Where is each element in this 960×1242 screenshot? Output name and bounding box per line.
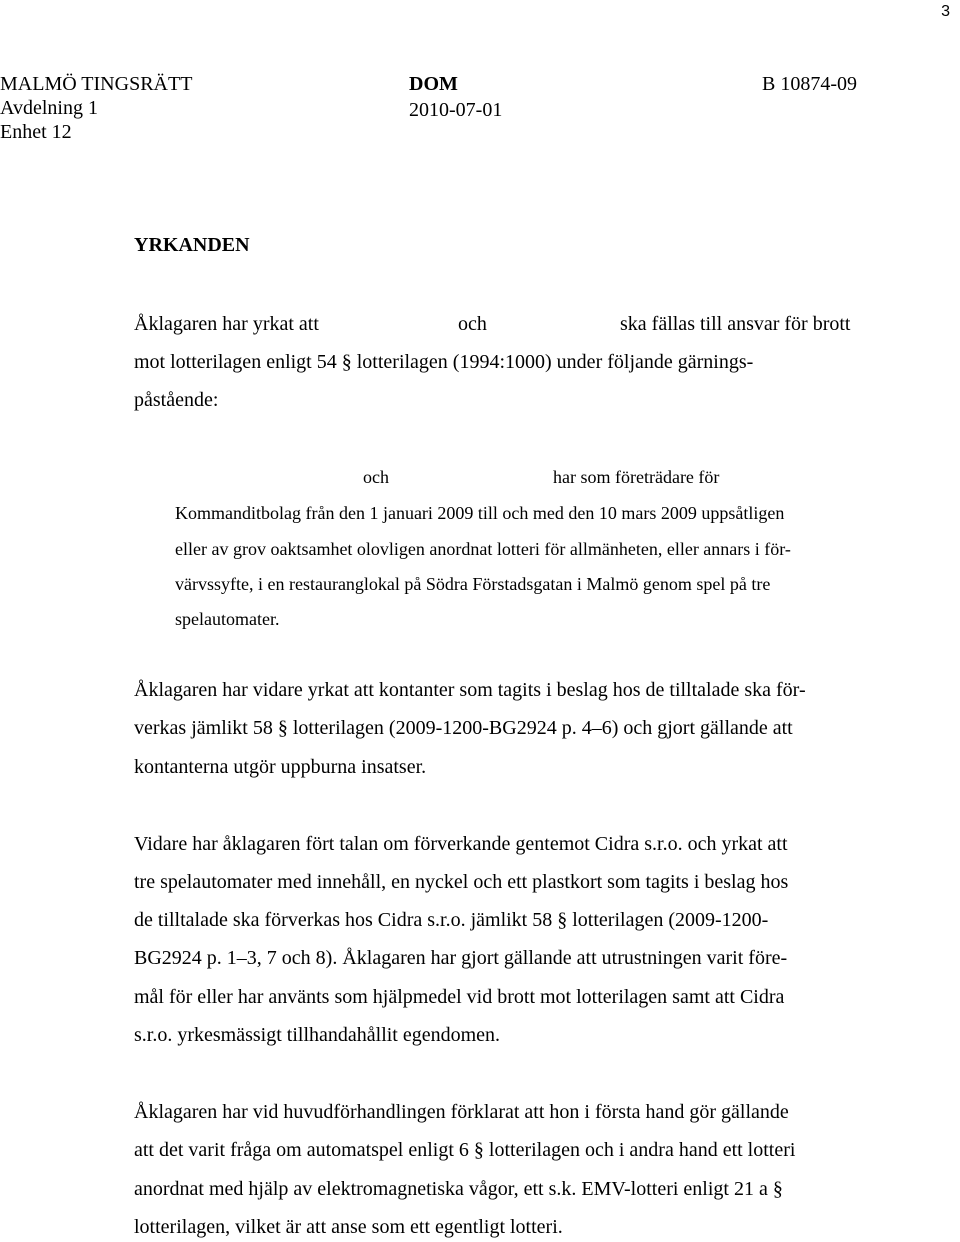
unit-label: Enhet 12 (0, 121, 72, 143)
text-line: ska fällas till ansvar för brott (620, 313, 851, 335)
text-line: Vidare har åklagaren fört talan om förverkande gentemot Cidra s.r.o. och yrkat att (134, 833, 788, 855)
section-heading: YRKANDEN (134, 234, 250, 256)
document-date: 2010-07-01 (409, 99, 503, 121)
text-line: verkas jämlikt 58 § lotterilagen (2009-1200-BG2924 p. 4–6) och gjort gällande att (134, 717, 793, 739)
document-type: DOM (409, 73, 458, 95)
text-line: att det varit fråga om automatspel enligt 6 § lotterilagen och i andra hand ett lotteri (134, 1139, 796, 1161)
text-line: kontanterna utgör uppburna insatser. (134, 756, 427, 778)
text-line: Åklagaren har vid huvudförhandlingen förklarat att hon i första hand gör gällande (134, 1101, 789, 1123)
case-number: B 10874-09 (762, 73, 857, 95)
text-line: och (458, 313, 487, 335)
text-line: s.r.o. yrkesmässigt tillhandahållit egendomen. (134, 1024, 501, 1046)
text-line: spelautomater. (175, 609, 280, 629)
text-line: lotterilagen, vilket är att anse som ett egentligt lotteri. (134, 1216, 563, 1238)
text-line: och (363, 467, 389, 487)
text-line: anordnat med hjälp av elektromagnetiska vågor, ett s.k. EMV-lotteri enligt 21 a § (134, 1178, 783, 1200)
text-line: värvssyfte, i en restauranglokal på Södra Förstadsgatan i Malmö genom spel på tre (175, 574, 771, 594)
text-line: Kommanditbolag från den 1 januari 2009 till och med den 10 mars 2009 uppsåtligen (175, 503, 785, 523)
text-line: påstående: (134, 389, 219, 411)
text-line: mål för eller har använts som hjälpmedel vid brott mot lotterilagen samt att Cidra (134, 986, 785, 1008)
text-line: Åklagaren har vidare yrkat att kontanter som tagits i beslag hos de tilltalade ska för- (134, 679, 806, 701)
text-line: tre spelautomater med innehåll, en nyckel och ett plastkort som tagits i beslag hos (134, 871, 789, 893)
text-line: de tilltalade ska förverkas hos Cidra s.r.o. jämlikt 58 § lotterilagen (2009-1200- (134, 909, 769, 931)
text-line: Åklagaren har yrkat att (134, 313, 319, 335)
text-line: mot lotterilagen enligt 54 § lotterilagen (1994:1000) under följande gärnings- (134, 351, 754, 373)
division-label: Avdelning 1 (0, 97, 98, 119)
court-name: MALMÖ TINGSRÄTT (0, 73, 193, 95)
text-line: har som företrädare för (553, 467, 720, 487)
text-line: eller av grov oaktsamhet olovligen anordnat lotteri för allmänheten, eller annars i för- (175, 539, 791, 559)
page-number: 3 (941, 3, 950, 20)
text-line: BG2924 p. 1–3, 7 och 8). Åklagaren har gjort gällande att utrustningen varit före- (134, 947, 788, 969)
